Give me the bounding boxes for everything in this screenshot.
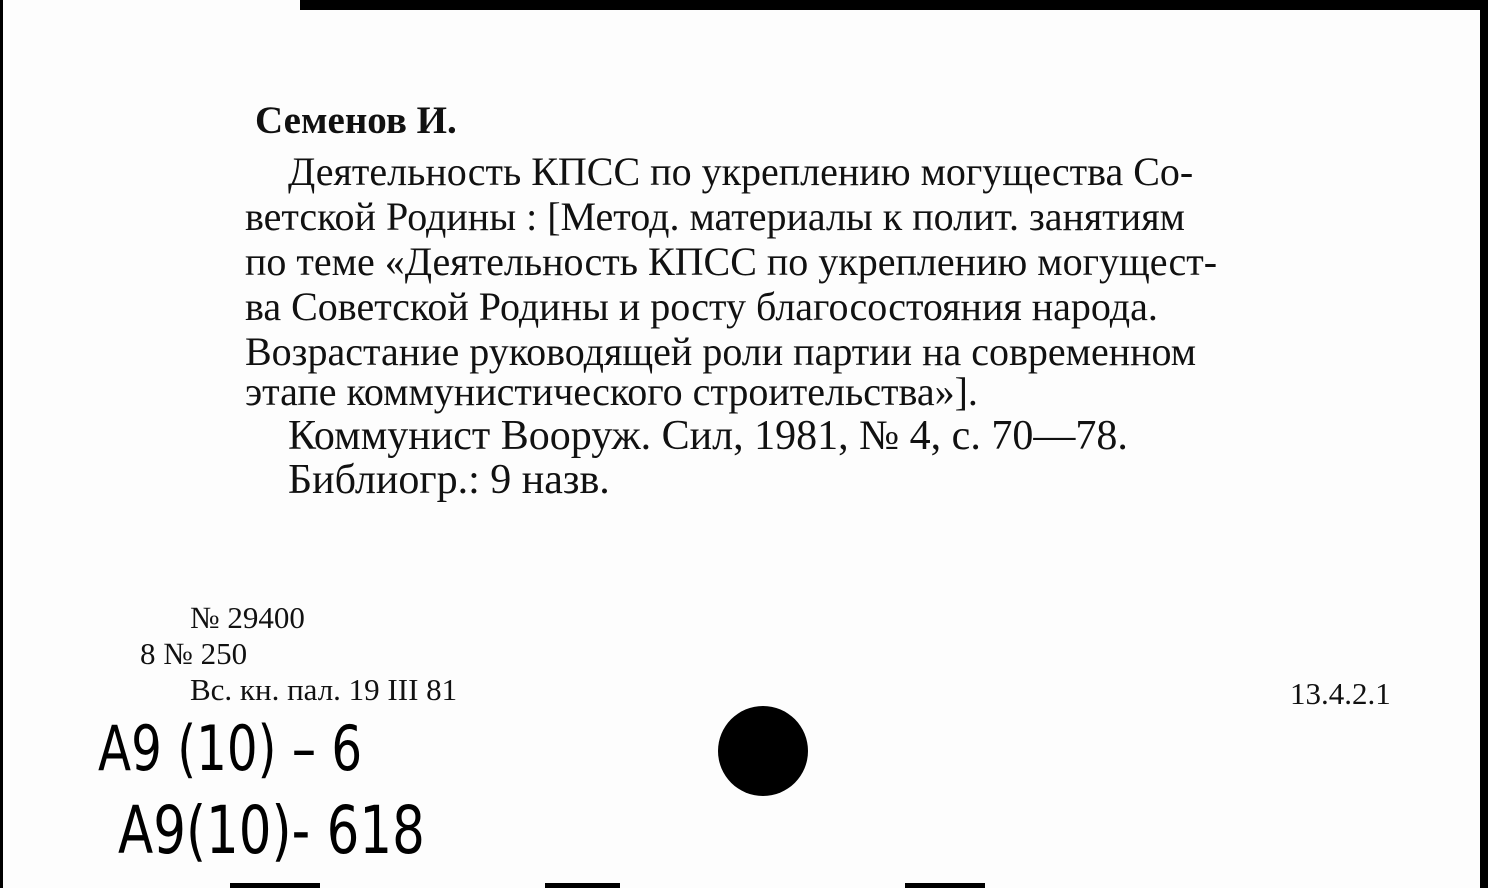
scan-edge-bottom	[0, 880, 1488, 888]
card-sub-number: 8 № 250	[140, 636, 248, 671]
description-line-2: ветской Родины : [Метод. материалы к полит. занятиям	[245, 194, 1185, 239]
card-author: Семенов И.	[255, 99, 457, 142]
classification-code: 13.4.2.1	[1290, 676, 1391, 711]
scan-edge-left	[0, 0, 3, 888]
description-line-4: ва Советской Родины и росту благосостояния народа.	[245, 284, 1158, 329]
scan-edge-right	[1480, 0, 1488, 888]
description-line-6: этапе коммунистического строительства»].	[245, 369, 978, 414]
source-citation: Коммунист Вооруж. Сил, 1981, № 4, с. 70—78.	[288, 413, 1128, 459]
punch-hole	[718, 706, 808, 796]
description-line-1: Деятельность КПСС по укреплению могущества Со-	[288, 149, 1194, 194]
bibliography-note: Библиогр.: 9 назв.	[288, 457, 610, 503]
description-line-3: по теме «Деятельность КПСС по укреплению могущест-	[245, 239, 1218, 284]
card-number: № 29400	[190, 600, 305, 635]
book-chamber-note: Вс. кн. пал. 19 III 81	[190, 672, 458, 707]
scan-edge-top	[300, 0, 1488, 10]
handwritten-shelfmark-2: А9(10)- 618	[118, 792, 425, 869]
description-line-5: Возрастание руководящей роли партии на современном	[245, 329, 1197, 374]
handwritten-shelfmark-1: А9 (10) – 6	[98, 712, 363, 785]
